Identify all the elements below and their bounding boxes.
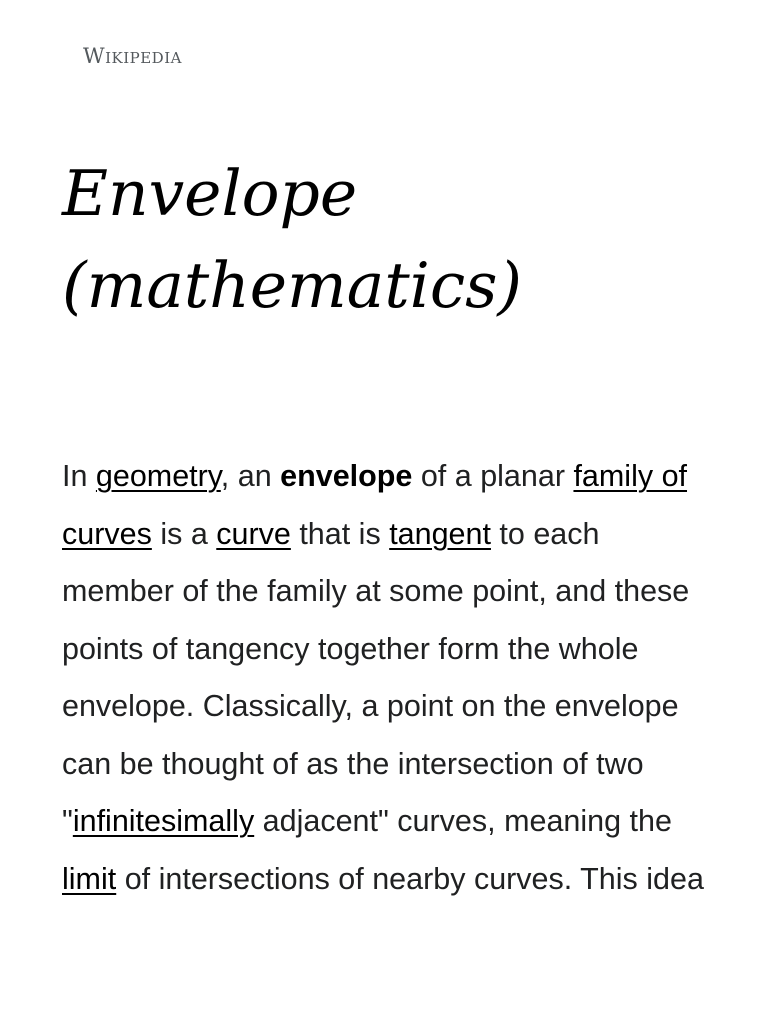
link-geometry[interactable]: geometry <box>95 459 221 493</box>
bold-term-envelope: envelope <box>280 459 413 493</box>
link-infinitesimally[interactable]: infinitesimally <box>72 804 255 838</box>
paragraph-text: to each member of the family at some point, and these points of tangency together form the whole envelope. Classically, a point on the envelope can be thought of as the intersection of two " <box>62 516 690 838</box>
paragraph-text: adjacent" curves, meaning the <box>254 804 672 838</box>
link-tangent[interactable]: tangent <box>389 516 491 551</box>
page-title-line-1: Envelope <box>62 157 358 230</box>
link-limit[interactable]: limit <box>62 861 117 896</box>
paragraph-text: , an <box>220 459 281 493</box>
page-title <box>62 148 722 332</box>
paragraph-text: In <box>62 459 96 493</box>
page-title-line-2: (mathematics) <box>62 249 523 322</box>
paragraph-text: is a <box>151 516 217 551</box>
link-curve[interactable]: curve <box>216 516 291 551</box>
wikipedia-wordmark[interactable]: Wikipedia <box>83 44 182 68</box>
paragraph-text: of intersections of nearby curves. This idea <box>116 861 704 896</box>
paragraph-text: of a planar <box>412 459 574 493</box>
paragraph-text: that is <box>290 516 390 551</box>
link-family-of-curves[interactable]: family of curves <box>62 459 688 551</box>
article-intro-paragraph <box>62 448 712 908</box>
